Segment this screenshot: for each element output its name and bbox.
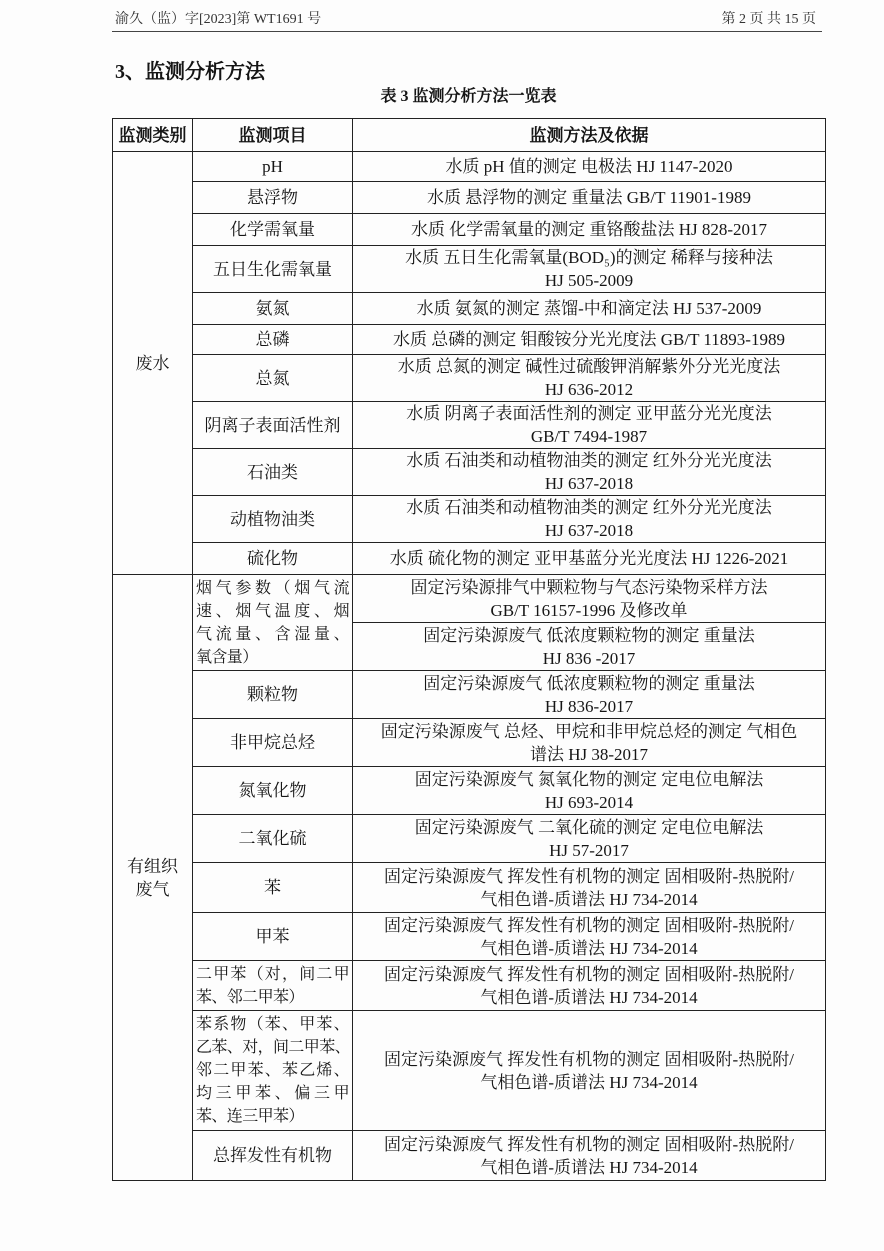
item-cell (193, 543, 353, 575)
method-cell (353, 575, 826, 623)
table-row (113, 815, 826, 863)
text-line: 水质 总磷的测定 钼酸铵分光光度法 GB/T 11893-1989 (393, 330, 785, 349)
text-line: 苯 (264, 878, 281, 897)
table-row (113, 325, 826, 355)
text-line: 谱法 HJ 38-2017 (529, 744, 649, 764)
table-row (113, 575, 826, 623)
text-line: 氧含量） (196, 648, 258, 666)
method-cell (353, 449, 826, 496)
text-line: 五日生化需氧量 (213, 259, 332, 279)
table-row (113, 449, 826, 496)
header-rule (112, 31, 822, 32)
table-row (113, 913, 826, 961)
table-row (113, 293, 826, 325)
text-line: 水质 石油类和动植物油类的测定 红外分光光度法 (406, 498, 772, 517)
table-row (113, 863, 826, 913)
text-line: 氮氧化物 (238, 781, 307, 800)
text-line: 悬浮物 (247, 188, 298, 207)
text-line: 气相色谱-质谱法 HJ 734-2014 (480, 987, 698, 1007)
method-cell (353, 402, 826, 449)
page-info: 第 2 页 共 15 页 (721, 12, 816, 27)
text-line: 固定污染源废气 总烃、甲烷和非甲烷总烃的测定 气相色 (380, 721, 798, 741)
table-row (113, 402, 826, 449)
method-cell (353, 913, 826, 961)
text-line: 总磷 (255, 330, 290, 349)
text-line: 固定污染源废气 低浓度颗粒物的测定 重量法 (423, 625, 755, 645)
text-line: 水质 石油类和动植物油类的测定 红外分光光度法 (406, 451, 772, 470)
text-line: 水质 五日生化需氧量(BOD₅)的测定 稀释与接种法 (405, 248, 773, 267)
table-row (113, 767, 826, 815)
text-line: 水质 氨氮的测定 蒸馏-中和滴定法 HJ 537-2009 (416, 299, 762, 318)
text-line: 氨氮 (255, 299, 290, 318)
text-line: 动植物油类 (230, 509, 315, 529)
text-line: 废水 (135, 353, 170, 373)
text-line: 水质 悬浮物的测定 重量法 GB/T 11901-1989 (427, 188, 751, 207)
method-cell (353, 767, 826, 815)
item-cell (193, 496, 353, 543)
method-cell (353, 152, 826, 182)
text-line: pH (262, 157, 283, 176)
item-cell (193, 449, 353, 496)
section-title: 3、监测分析方法 (115, 61, 265, 83)
item-cell (193, 815, 353, 863)
text-line: 水质 总氮的测定 碱性过硫酸钾消解紫外分光光度法 (397, 357, 781, 376)
text-line: 苯、邻二甲苯） (196, 988, 304, 1006)
method-cell (353, 815, 826, 863)
item-cell (193, 355, 353, 402)
category-cell (113, 152, 193, 575)
table-row (113, 671, 826, 719)
text-line: 甲苯 (255, 927, 290, 946)
table-row (113, 496, 826, 543)
text-line: 均三甲苯、偏三甲 (196, 1085, 349, 1102)
text-line: 固定污染源废气 挥发性有机物的测定 固相吸附-热脱附/ (384, 1134, 794, 1154)
method-cell (353, 671, 826, 719)
text-line: 水质 阴离子表面活性剂的测定 亚甲蓝分光光度法 (406, 404, 772, 423)
text-line: 水质 化学需氧量的测定 重铬酸盐法 HJ 828-2017 (410, 220, 768, 239)
text-line: HJ 836-2017 (544, 696, 634, 716)
method-cell (353, 1011, 826, 1131)
table-row (113, 1131, 826, 1181)
column-header-category: 监测类别 (113, 119, 193, 152)
text-line: 气相色谱-质谱法 HJ 734-2014 (480, 938, 698, 958)
column-header-item: 监测项目 (193, 119, 353, 152)
text-line: 苯系物（苯、甲苯、 (196, 1016, 349, 1033)
doc-number: 渝久（监）字[2023]第 WT1691 号 (115, 12, 322, 27)
text-line: HJ 636-2012 (544, 380, 634, 399)
text-line: 固定污染源废气 挥发性有机物的测定 固相吸附-热脱附/ (384, 1049, 794, 1069)
method-cell (353, 961, 826, 1011)
method-cell (353, 496, 826, 543)
text-line: 固定污染源废气 氮氧化物的测定 定电位电解法 (414, 769, 764, 789)
item-cell (193, 214, 353, 246)
text-line: 固定污染源废气 二氧化硫的测定 定电位电解法 (414, 817, 764, 837)
text-line: 阴离子表面活性剂 (204, 415, 341, 435)
column-header-method: 监测方法及依据 (353, 119, 826, 152)
table-row (113, 246, 826, 293)
text-line: GB/T 7494-1987 (530, 427, 648, 446)
text-line: 颗粒物 (247, 685, 298, 704)
text-line: 气相色谱-质谱法 HJ 734-2014 (480, 1072, 698, 1092)
method-cell (353, 325, 826, 355)
text-line: 烟气参数（烟气流 (196, 579, 349, 597)
text-line: HJ 836 -2017 (542, 648, 636, 668)
table-header-row (113, 119, 826, 152)
text-line: 水质 pH 值的测定 电极法 HJ 1147-2020 (445, 157, 733, 176)
item-cell (193, 961, 353, 1011)
table-row (113, 214, 826, 246)
text-line: 固定污染源废气 挥发性有机物的测定 固相吸附-热脱附/ (384, 915, 794, 935)
text-line: HJ 505-2009 (544, 271, 634, 290)
text-line: 速、烟气温度、烟 (196, 602, 349, 620)
table-body (113, 152, 826, 1181)
method-cell (353, 214, 826, 246)
text-line: 气相色谱-质谱法 HJ 734-2014 (480, 889, 698, 909)
item-cell (193, 325, 353, 355)
category-cell (113, 575, 193, 1181)
text-line: 固定污染源排气中颗粒物与气态污染物采样方法 (410, 577, 768, 597)
method-cell (353, 293, 826, 325)
methods-table (112, 118, 826, 1181)
table-caption: 表 3 监测分析方法一览表 (380, 88, 557, 105)
item-cell (193, 152, 353, 182)
text-line: 固定污染源废气 挥发性有机物的测定 固相吸附-热脱附/ (384, 866, 794, 886)
item-cell (193, 402, 353, 449)
item-cell (193, 719, 353, 767)
table-row (113, 1011, 826, 1131)
text-line: HJ 637-2018 (544, 474, 634, 493)
text-line: GB/T 16157-1996 及修改单 (490, 600, 688, 620)
table-row (113, 961, 826, 1011)
text-line: 乙苯、对，间二甲苯、 (196, 1039, 351, 1056)
text-line: 石油类 (247, 462, 298, 482)
table-row (113, 543, 826, 575)
method-cell (353, 246, 826, 293)
text-line: 化学需氧量 (230, 220, 315, 239)
text-line: 硫化物 (247, 549, 298, 568)
text-line: 二甲苯（对，间二甲 (196, 965, 349, 983)
text-line: 气相色谱-质谱法 HJ 734-2014 (480, 1157, 698, 1177)
text-line: 总挥发性有机物 (213, 1146, 332, 1165)
method-cell (353, 543, 826, 575)
item-cell (193, 913, 353, 961)
item-cell (193, 1011, 353, 1131)
text-line: 二氧化硫 (238, 829, 307, 848)
text-line: HJ 57-2017 (549, 840, 629, 860)
text-line: HJ 693-2014 (544, 792, 634, 812)
text-line: 邻二甲苯、苯乙烯、 (196, 1062, 349, 1079)
text-line: 总氮 (255, 368, 290, 388)
item-cell (193, 1131, 353, 1181)
method-cell (353, 1131, 826, 1181)
item-cell (193, 293, 353, 325)
method-cell (353, 355, 826, 402)
text-line: 气流量、含湿量、 (196, 625, 349, 643)
table-row (113, 719, 826, 767)
text-line: 水质 硫化物的测定 亚甲基蓝分光光度法 HJ 1226-2021 (389, 549, 789, 568)
method-cell (353, 863, 826, 913)
method-cell (353, 182, 826, 214)
text-line: 非甲烷总烃 (230, 733, 315, 752)
method-cell (353, 623, 826, 671)
table-row (113, 355, 826, 402)
item-cell (193, 767, 353, 815)
item-cell (193, 863, 353, 913)
text-line: 废气 (135, 879, 170, 899)
method-cell (353, 719, 826, 767)
text-line: 有组织 (127, 856, 178, 876)
table-row (113, 152, 826, 182)
item-cell (193, 182, 353, 214)
item-cell (193, 575, 353, 671)
text-line: HJ 637-2018 (544, 521, 634, 540)
text-line: 固定污染源废气 挥发性有机物的测定 固相吸附-热脱附/ (384, 964, 794, 984)
text-line: 苯、连三甲苯） (196, 1108, 304, 1125)
item-cell (193, 246, 353, 293)
item-cell (193, 671, 353, 719)
table-row (113, 182, 826, 214)
text-line: 固定污染源废气 低浓度颗粒物的测定 重量法 (423, 673, 755, 693)
